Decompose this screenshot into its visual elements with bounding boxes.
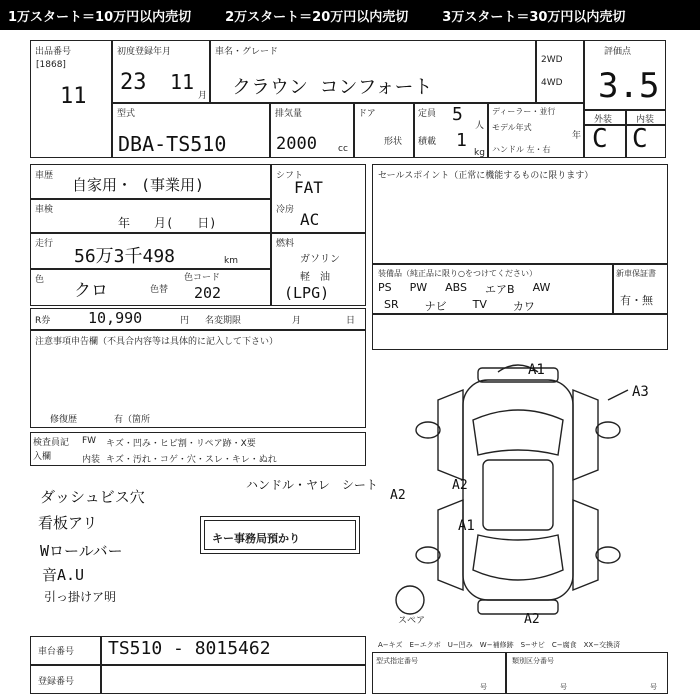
handwritten-note-2: 看板アリ: [38, 514, 98, 532]
mileage-label: 走行: [35, 239, 54, 249]
ext-value: C: [592, 124, 608, 154]
reg-year: 23: [120, 70, 147, 95]
score-label: 評価点: [604, 47, 632, 57]
shape-label: 形状: [384, 137, 403, 147]
reg-no-label: 登録番号: [38, 677, 75, 687]
equip-ps: PS: [378, 281, 392, 294]
equip-aw: AW: [532, 281, 551, 294]
footer-label-5: 号: [650, 683, 657, 691]
handwritten-note-1: ダッシュビス穴: [40, 488, 145, 506]
reg-month-unit: 月: [198, 91, 208, 101]
score-value: 3.5: [598, 66, 660, 106]
equip-sr: SR: [384, 298, 399, 311]
lot-number: 11: [60, 84, 87, 109]
recycle-box: [30, 308, 366, 330]
lot-label: 出品番号: [35, 47, 72, 57]
load-unit: kg: [474, 148, 485, 158]
lot-sub: [1868]: [36, 60, 66, 70]
damage-legend: A−キズ E−エクボ U−凹み W−補修跡 S−サビ C−腐食 XX−交換済: [378, 641, 621, 649]
spare-label: スペア: [398, 616, 426, 626]
banner-item-2: 2万スタート＝20万円以内売切: [225, 9, 409, 25]
recycle-label: R券: [35, 316, 51, 326]
fuel-value: ガソリン: [300, 254, 340, 265]
color-change-label: 色替: [150, 285, 169, 295]
load-label: 積載: [418, 137, 437, 147]
dealer-label: ディーラー・並行: [492, 107, 556, 116]
ac-value: AC: [300, 210, 320, 229]
disp-label: 排気量: [275, 109, 303, 119]
handwritten-note-3: Wロールバー: [40, 542, 123, 560]
lpg-value: (LPG): [284, 284, 330, 302]
car-damage-diagram: [378, 360, 668, 630]
chassis-label: 車台番号: [38, 647, 75, 657]
shift-label: シフト: [276, 171, 304, 181]
footer-label-2: 類別区分番号: [512, 657, 554, 665]
equip-abs: ABS: [445, 281, 468, 294]
handwritten-note-5: 引っ掛けア明: [44, 590, 117, 604]
model-year-label: モデル年式: [492, 123, 532, 132]
damage-label-a3: A3: [632, 384, 649, 400]
recycle-unit: 円: [180, 316, 190, 326]
load-value: 1: [456, 130, 467, 151]
damage-label-a1-top: A1: [528, 362, 545, 378]
model-value: DBA-TS510: [118, 132, 227, 156]
capacity-label: 定員: [418, 109, 437, 119]
capacity-unit: 人: [475, 121, 485, 131]
history-label: 車歴: [35, 171, 54, 181]
int-inspect-label: 内装: [82, 455, 101, 465]
repair-label: 修復歴: [50, 415, 78, 425]
equipment-row-1: [378, 281, 550, 297]
color-code-label: 色コード: [184, 273, 221, 283]
key-note: キー事務局預かり: [212, 532, 300, 545]
footer-label-3: 号: [480, 683, 487, 691]
sales-point-label: セールスポイント（正常に機能するものに限ります）: [378, 171, 594, 181]
reg-month: 11: [170, 70, 195, 94]
nameplate-label: 名変期限: [205, 316, 242, 326]
damage-label-a2-bottom: A2: [524, 612, 540, 627]
fw-label: FW: [82, 436, 97, 446]
ext-label: 外装: [594, 115, 613, 125]
name-value: クラウン コンフォート: [232, 76, 433, 98]
registration-box: [372, 314, 668, 350]
drive-box: [536, 40, 584, 103]
color-value: クロ: [74, 281, 108, 301]
inspection-label: 車検: [35, 205, 54, 215]
name-label: 車名・グレード: [215, 47, 279, 57]
new-car-value: 有・無: [620, 294, 653, 307]
disp-value: 2000: [276, 134, 317, 154]
equip-airbag: エアB: [485, 283, 515, 296]
handwritten-seat: ハンドル・ヤレ シート: [246, 478, 378, 492]
notes-label: 注意事項申告欄（不具合内容等は具体的に記入して下さい）: [35, 337, 279, 347]
banner-item-1: 1万スタート＝10万円以内売切: [8, 9, 192, 25]
int-label: 内装: [636, 115, 655, 125]
int-inspect-items: キズ・汚れ・コゲ・穴・スレ・キレ・ぬれ: [106, 455, 277, 465]
inspection-value: 年 月( 日): [118, 216, 217, 230]
drive-2wd: 2WD: [541, 55, 563, 65]
light-oil: 軽 油: [300, 272, 330, 283]
damage-label-a2-left: A2: [390, 488, 406, 503]
nameplate-day: 日: [346, 316, 356, 326]
equip-navi: ナビ: [424, 300, 447, 313]
nameplate-month: 月: [292, 316, 302, 326]
handwritten-note-4: 音A.U: [42, 566, 85, 584]
recycle-value: 10,990: [88, 309, 143, 327]
new-car-label: 新車保証書: [616, 269, 656, 278]
footer-label-4: 号: [560, 683, 567, 691]
equip-pw: PW: [409, 281, 428, 294]
capacity-value: 5: [452, 104, 463, 125]
model-year-unit: 年: [572, 131, 582, 141]
model-label: 型式: [117, 109, 136, 119]
reg-label: 初度登録年月: [117, 47, 172, 57]
chassis-value: TS510 - 8015462: [108, 638, 271, 659]
disp-unit: cc: [338, 144, 348, 154]
drive-4wd: 4WD: [541, 78, 563, 88]
equip-leather: カワ: [512, 300, 535, 313]
color-label: 色: [35, 275, 45, 285]
history-value: 自家用・ (事業用): [72, 176, 205, 194]
mileage-unit: km: [224, 256, 238, 266]
damage-label-a1-mid: A1: [458, 518, 475, 534]
color-code-value: 202: [194, 284, 222, 302]
handle-label: ハンドル 左・右: [492, 145, 551, 154]
equip-tv: TV: [472, 298, 487, 311]
shift-value: FAT: [294, 178, 323, 197]
damage-label-a2-mid: A2: [452, 478, 468, 493]
equipment-label: 装備品（純正品に限り○をつけてください）: [378, 269, 537, 278]
top-banner: [0, 0, 700, 30]
inspector-label: 検査員記入欄: [33, 438, 70, 462]
footer-label-1: 型式指定番号: [376, 657, 418, 665]
repair-value: 有（箇所: [114, 415, 151, 425]
int-value: C: [632, 124, 648, 154]
door-label: ドア: [358, 109, 376, 119]
fw-items: キズ・凹み・ヒビ割・リペア跡・X要: [106, 439, 256, 449]
fuel-label: 燃料: [276, 239, 295, 249]
equipment-row-2: [384, 298, 535, 314]
mileage-value: 56万3千498: [74, 246, 176, 267]
banner-item-3: 3万スタート＝30万円以内売切: [442, 9, 626, 25]
ac-label: 冷房: [276, 205, 295, 215]
